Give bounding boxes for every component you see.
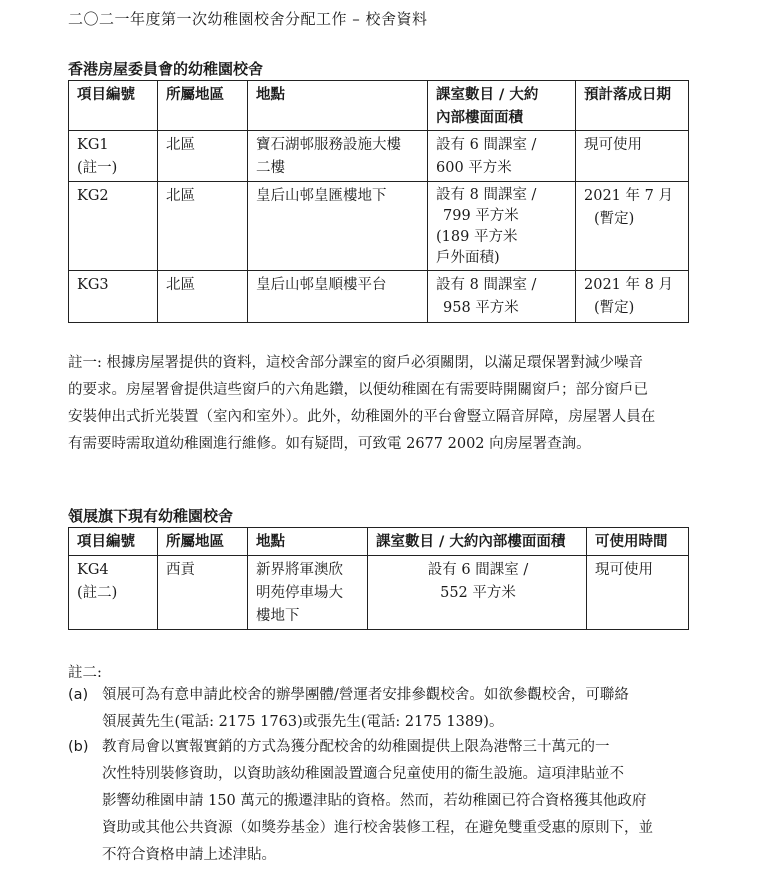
- cell-rooms: 設有 8 間課室 / 799 平方米 (189 平方米 戶外面積): [428, 182, 576, 271]
- item-marker: (b): [68, 739, 89, 755]
- cell-code: KG2: [69, 182, 158, 271]
- header-availability: 可使用時間: [587, 528, 689, 556]
- item-marker: (a): [68, 687, 89, 703]
- cell-district: 北區: [158, 271, 248, 323]
- cell-location: 皇后山邨皇順樓平台: [248, 271, 428, 323]
- note2-line: 影響幼稚園申請 150 萬元的搬遷津貼的資格。然而，若幼稚園已符合資格獲其他政府: [102, 793, 647, 809]
- cell-date: 2021 年 7 月 (暫定): [576, 182, 689, 271]
- header-code: 項目編號: [69, 528, 158, 556]
- cell-district: 北區: [158, 131, 248, 182]
- table-header-row: [69, 528, 689, 556]
- cell-location: 寶石湖邨服務設施大樓 二樓: [248, 131, 428, 182]
- table-row: [69, 131, 689, 182]
- housing-authority-table: [68, 80, 689, 323]
- link-reit-table: [68, 527, 689, 630]
- table-row: [69, 182, 689, 271]
- cell-district: 北區: [158, 182, 248, 271]
- header-rooms: 課室數目 / 大約 內部樓面面積: [428, 81, 576, 131]
- note1-paragraph: [68, 350, 692, 458]
- note2-line: 領展黃先生(電話: 2175 1763)或張先生(電話: 2175 1389)。: [102, 714, 504, 730]
- cell-rooms: 設有 8 間課室 / 958 平方米: [428, 271, 576, 323]
- header-district: 所屬地區: [158, 528, 248, 556]
- cell-date: 2021 年 8 月 (暫定): [576, 271, 689, 323]
- document-header: 二〇二一年度第一次幼稚園校舍分配工作 – 校舍資料: [68, 10, 428, 28]
- cell-location: 皇后山邨皇匯樓地下: [248, 182, 428, 271]
- note1-line: 註一: 根據房屋署提供的資料，這校舍部分課室的窗戶必須關閉，以滿足環保署對減少噪音: [68, 355, 643, 371]
- note2-item-a: [68, 682, 692, 736]
- cell-location: 新界將軍澳欣 明苑停車場大 樓地下: [248, 556, 368, 630]
- cell-district: 西貢: [158, 556, 248, 630]
- header-location: 地點: [248, 528, 368, 556]
- note1-line: 有需要時需取道幼稚園進行維修。如有疑問，可致電 2677 2002 向房屋署查詢。: [68, 436, 591, 452]
- note2-line: 教育局會以實報實銷的方式為獲分配校舍的幼稚園提供上限為港幣三十萬元的一: [102, 739, 610, 755]
- note1-line: 安裝伸出式折光裝置（室內和室外）。此外，幼稚園外的平台會豎立隔音屏障，房屋署人員在: [68, 409, 656, 425]
- note2-title: 註二:: [68, 665, 102, 681]
- header-date: 預計落成日期: [576, 81, 689, 131]
- header-rooms: 課室數目 / 大約內部樓面面積: [368, 528, 587, 556]
- table-header-row: [69, 81, 689, 131]
- section2-title: 領展旗下現有幼稚園校舍: [68, 507, 234, 525]
- note2-line: 次性特別裝修資助，以資助該幼稚園設置適合兒童使用的衞生設施。這項津貼並不: [102, 766, 624, 782]
- cell-code: KG1 (註一): [69, 131, 158, 182]
- table-row: [69, 271, 689, 323]
- cell-rooms: 設有 6 間課室 / 600 平方米: [428, 131, 576, 182]
- note2-line: 領展可為有意申請此校舍的辦學團體/營運者安排參觀校舍。如欲參觀校舍，可聯絡: [102, 687, 629, 703]
- cell-code: KG3: [69, 271, 158, 323]
- note2-line: 不符合資格申請上述津貼。: [102, 847, 276, 863]
- section1-title: 香港房屋委員會的幼稚園校舍: [68, 60, 264, 78]
- cell-code: KG4 (註二): [69, 556, 158, 630]
- header-location: 地點: [248, 81, 428, 131]
- cell-date: 現可使用: [576, 131, 689, 182]
- cell-rooms: 設有 6 間課室 / 552 平方米: [368, 556, 587, 630]
- header-district: 所屬地區: [158, 81, 248, 131]
- header-code: 項目編號: [69, 81, 158, 131]
- table-row: [69, 556, 689, 630]
- note2-line: 資助或其他公共資源（如獎券基金）進行校舍裝修工程，在避免雙重受惠的原則下，並: [102, 820, 653, 836]
- note1-line: 的要求。房屋署會提供這些窗戶的六角匙鑽，以便幼稚園在有需要時開關窗戶；部分窗戶已: [68, 382, 648, 398]
- cell-date: 現可使用: [587, 556, 689, 630]
- note2-item-b: [68, 734, 692, 869]
